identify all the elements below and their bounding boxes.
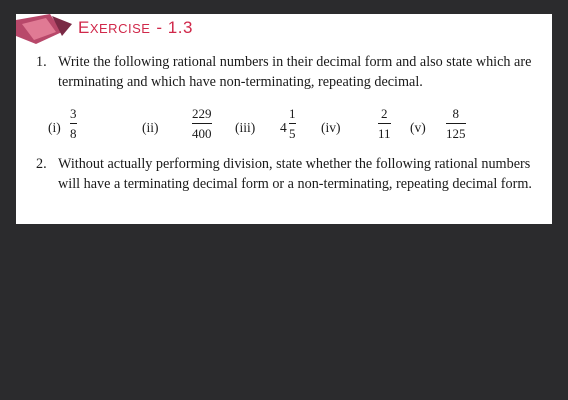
textbook-page <box>16 14 552 224</box>
option-v-numerator: 8 <box>452 106 459 121</box>
question-2 <box>36 154 546 198</box>
option-i-numerator: 3 <box>70 106 77 121</box>
option-iv-numerator: 2 <box>381 106 388 121</box>
option-ii-numerator: 229 <box>192 106 212 121</box>
option-iii-denominator: 5 <box>289 126 296 141</box>
fraction-bar <box>192 123 212 124</box>
question-1-options <box>48 106 528 152</box>
exercise-banner-decoration <box>16 14 80 46</box>
fraction-bar <box>70 123 77 124</box>
option-ii-fraction <box>192 106 212 142</box>
option-iv-denominator: 11 <box>378 126 391 141</box>
question-1-number: 1. <box>36 54 47 70</box>
option-i-label: (i) <box>48 120 61 135</box>
option-ii-denominator: 400 <box>192 126 212 141</box>
fraction-bar <box>446 123 466 124</box>
option-i-fraction <box>70 106 77 142</box>
question-2-number: 2. <box>36 156 47 172</box>
option-v-denominator: 125 <box>446 126 466 141</box>
option-iii-whole: 4 <box>280 120 287 135</box>
option-iii-numerator: 1 <box>289 106 296 121</box>
question-1-text: Write the following rational numbers in their decimal form and also state which are terminating and which have non-terminating, repeating decimal. <box>58 54 532 90</box>
option-v-fraction <box>446 106 466 142</box>
exercise-title <box>78 18 193 38</box>
option-iv-fraction <box>378 106 391 142</box>
option-ii-label: (ii) <box>142 120 159 135</box>
option-iv-label: (iv) <box>321 120 341 135</box>
option-i-denominator: 8 <box>70 126 77 141</box>
option-iii-label: (iii) <box>235 120 256 135</box>
option-iii-fraction <box>289 106 296 142</box>
exercise-title-word: XERCISE <box>89 21 151 36</box>
question-2-text: Without actually performing division, state whether the following rational numbers will have a terminating decimal form or a non-terminating, repeating decimal form. <box>58 156 532 192</box>
question-1 <box>36 52 546 96</box>
exercise-title-initial: E <box>78 18 90 37</box>
option-v-label: (v) <box>410 120 426 135</box>
fraction-bar <box>378 123 391 124</box>
exercise-number: - 1.3 <box>156 18 193 37</box>
fraction-bar <box>289 123 296 124</box>
